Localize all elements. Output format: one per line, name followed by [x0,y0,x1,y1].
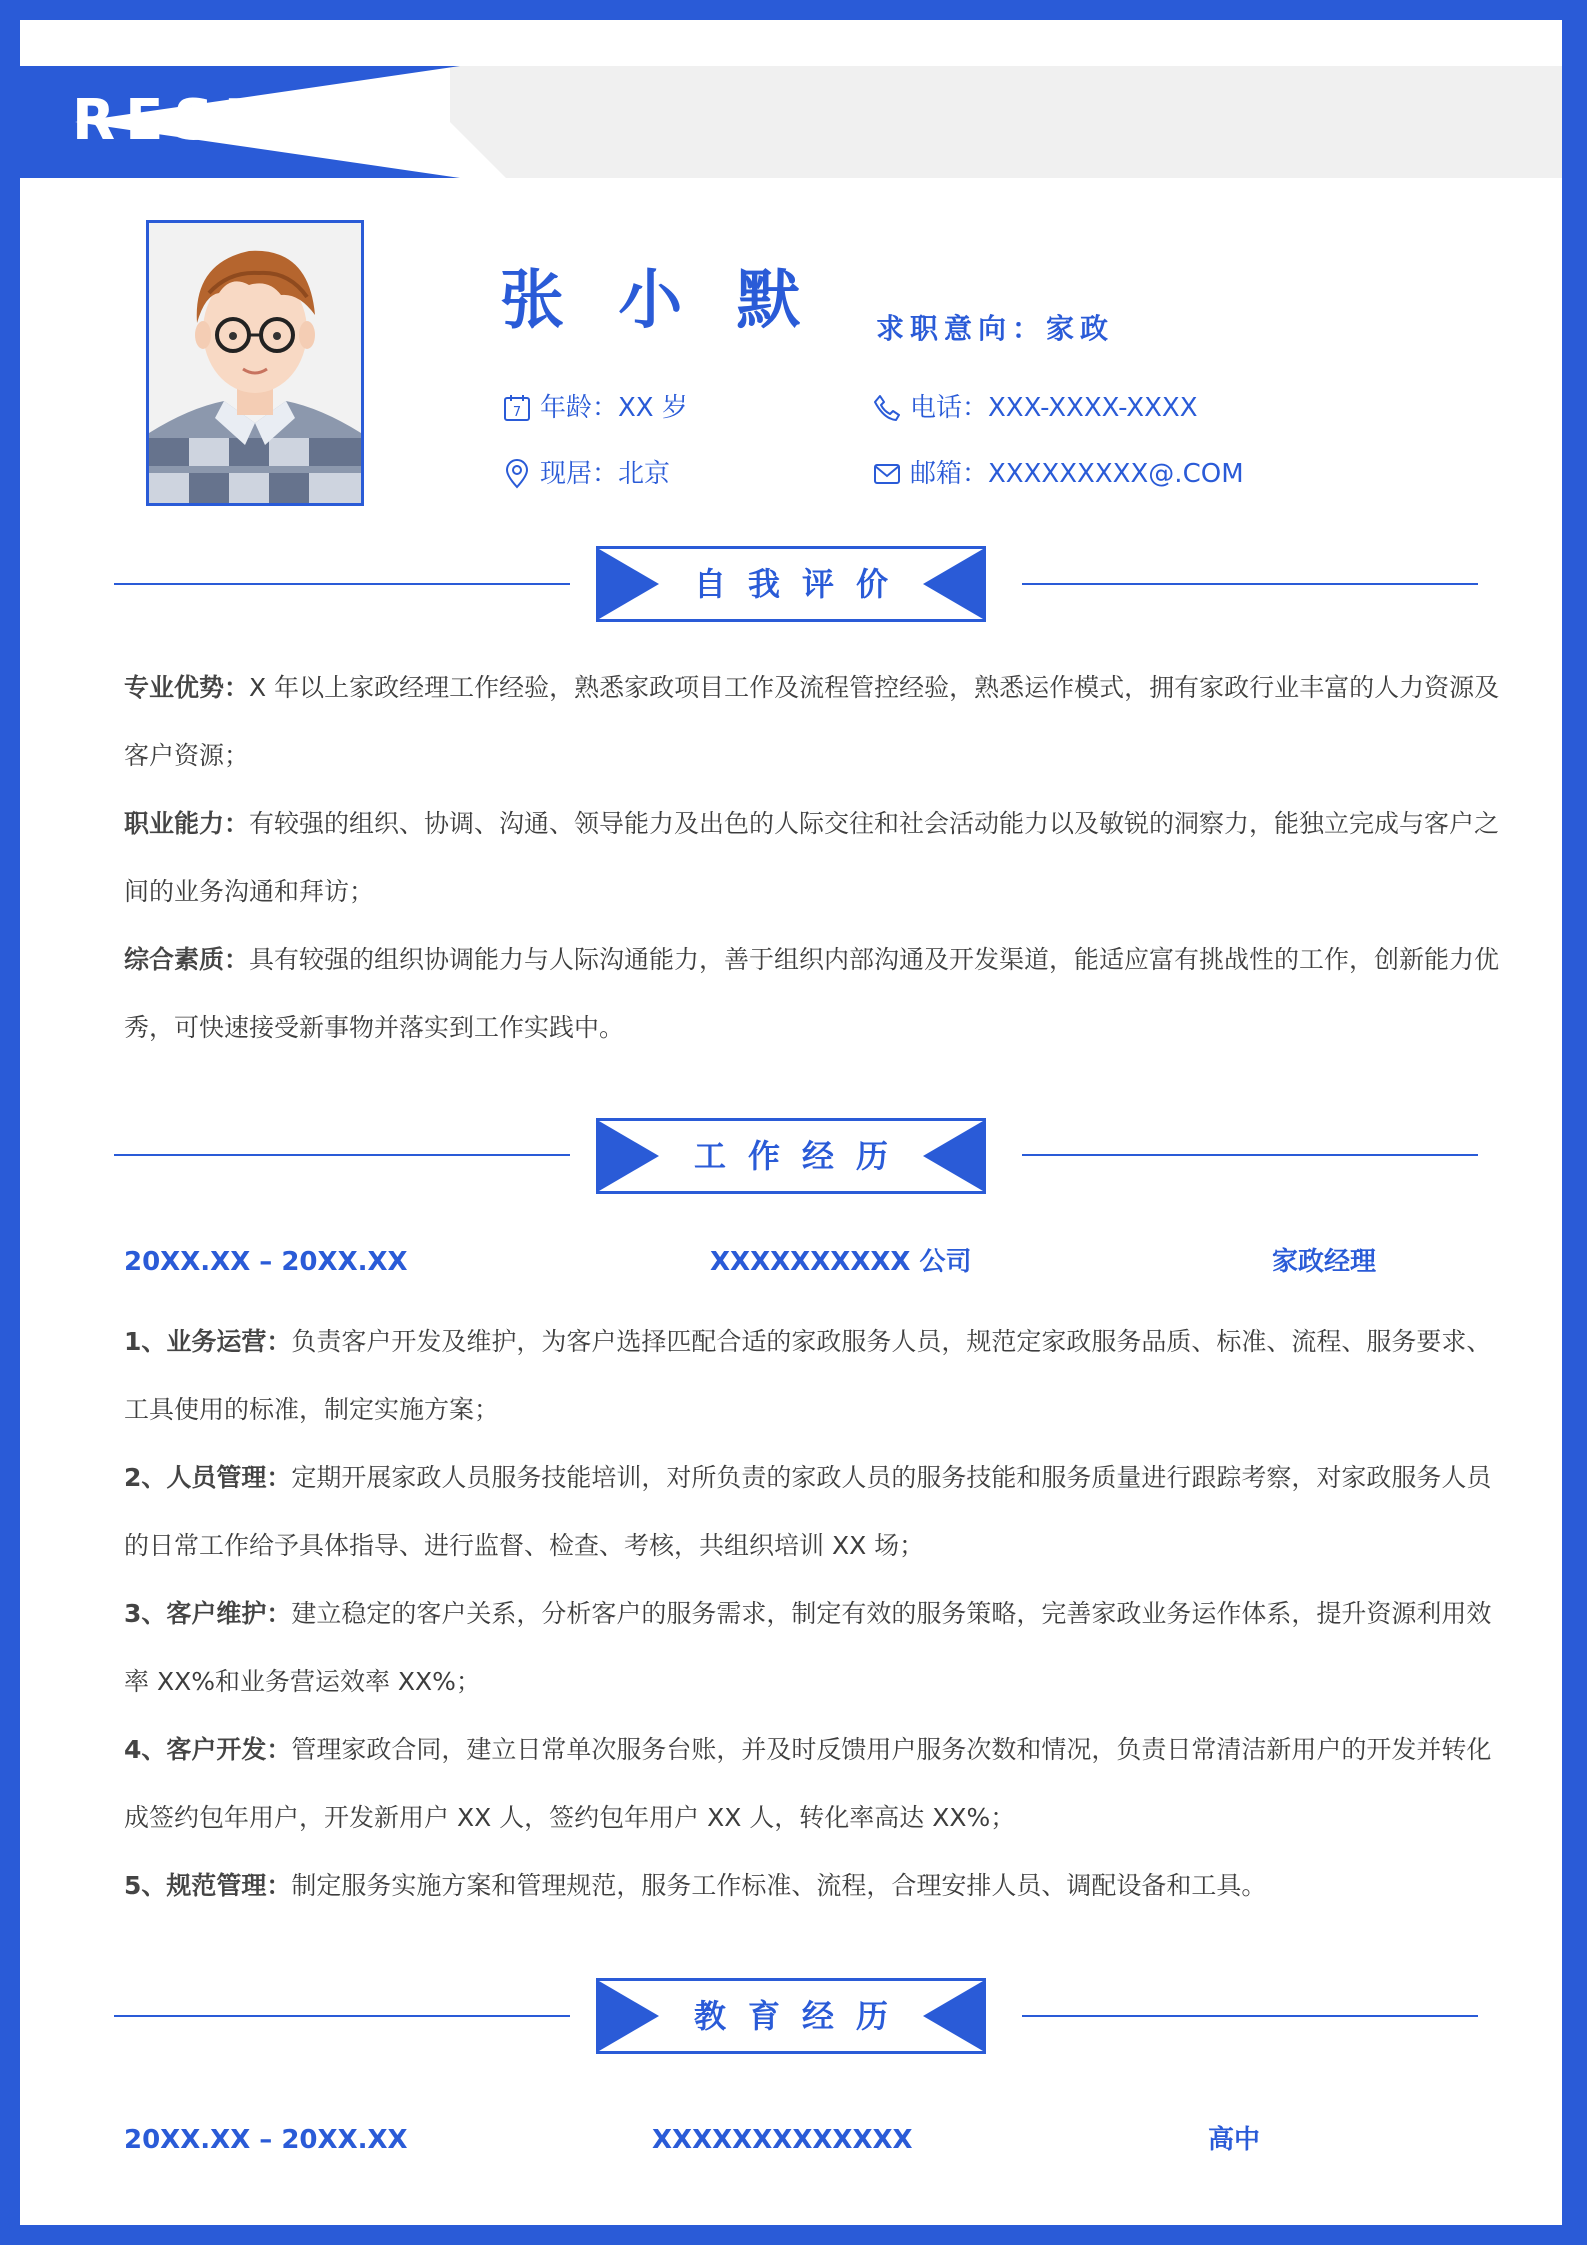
resume-page [20,20,1562,2225]
self-eval-item: 综合素质：具有较强的组织协调能力与人际沟通能力，善于组织内部沟通及开发渠道，能适应富有挑战性的工作，创新能力优秀，可快速接受新事物并落实到工作实践中。 [124,945,1500,1042]
section-title-education: 教育经历 [693,1997,910,2035]
work-duty-item: 1、业务运营：负责客户开发及维护，为客户选择匹配合适的家政服务人员，规范定家政服务品质、标准、流程、服务要求、工具使用的标准，制定实施方案； [124,1327,1492,1424]
header-banner-grey [450,66,1562,178]
section-divider-left [114,583,570,585]
work-duty-item: 2、人员管理：定期开展家政人员服务技能培训，对所负责的家政人员的服务技能和服务质量进行跟踪考察，对家政服务人员的日常工作给予具体指导、进行监督、检查、考核，共组织培训 XX 场； [124,1463,1492,1560]
self-eval-item: 专业优势：X 年以上家政经理工作经验，熟悉家政项目工作及流程管控经验，熟悉运作模式，拥有家政行业丰富的人力资源及客户资源； [124,673,1500,770]
age-text: 年龄：XX 岁 [540,393,688,423]
education-school: XXXXXXXXXXXXX [652,2125,913,2155]
work-duty-list [124,1308,1504,1920]
work-period: 20XX.XX – 20XX.XX [124,1247,408,1277]
work-duty-item: 5、规范管理：制定服务实施方案和管理规范，服务工作标准、流程，合理安排人员、调配设备和工具。 [124,1871,1267,1900]
section-divider-left [114,2015,570,2017]
banner-title: RESUME [72,88,394,153]
section-header-education [596,1978,986,2054]
candidate-name: 张 小 默 [500,264,817,338]
section-title-work: 工作经历 [693,1137,910,1175]
section-divider-right [1022,1154,1478,1156]
mail-icon [872,459,902,489]
phone-text: 电话：XXX-XXXX-XXXX [910,393,1198,423]
section-divider-right [1022,583,1478,585]
self-eval-list [124,654,1504,1062]
education-degree: 高中 [1208,2125,1261,2155]
phone-info [872,388,1198,428]
section-divider-left [114,1154,570,1156]
section-divider-right [1022,2015,1478,2017]
education-period: 20XX.XX – 20XX.XX [124,2125,408,2155]
svg-text:7: 7 [512,405,522,420]
section-header-self-eval [596,546,986,622]
profile-photo [146,220,364,506]
location-pin-icon [502,459,532,489]
email-text: 邮箱：XXXXXXXXX@.COM [910,459,1244,489]
work-duty-item: 3、客户维护：建立稳定的客户关系，分析客户的服务需求，制定有效的服务策略，完善家政业务运作体系，提升资源利用效率 XX%和业务营运效率 XX%； [124,1599,1492,1696]
phone-icon [872,393,902,423]
section-header-work [596,1118,986,1194]
work-position: 家政经理 [1272,1247,1377,1277]
section-title-self-eval: 自我评价 [693,565,910,603]
job-objective: 求职意向：家政 [876,312,1115,345]
self-eval-item: 职业能力：有较强的组织、协调、沟通、领导能力及出色的人际交往和社会活动能力以及敏锐的洞察力，能独立完成与客户之间的业务沟通和拜访； [124,809,1500,906]
location-text: 现居：北京 [540,459,671,489]
age-info [502,388,688,428]
location-info [502,454,670,494]
email-info [872,454,1244,494]
work-company: XXXXXXXXXX 公司 [710,1247,972,1277]
work-duty-item: 4、客户开发：管理家政合同，建立日常单次服务台账，并及时反馈用户服务次数和情况，负责日常清洁新用户的开发并转化成签约包年用户，开发新用户 XX 人，签约包年用户 XX 人，转化率高达 XX%； [124,1735,1492,1832]
calendar-icon [502,393,532,423]
